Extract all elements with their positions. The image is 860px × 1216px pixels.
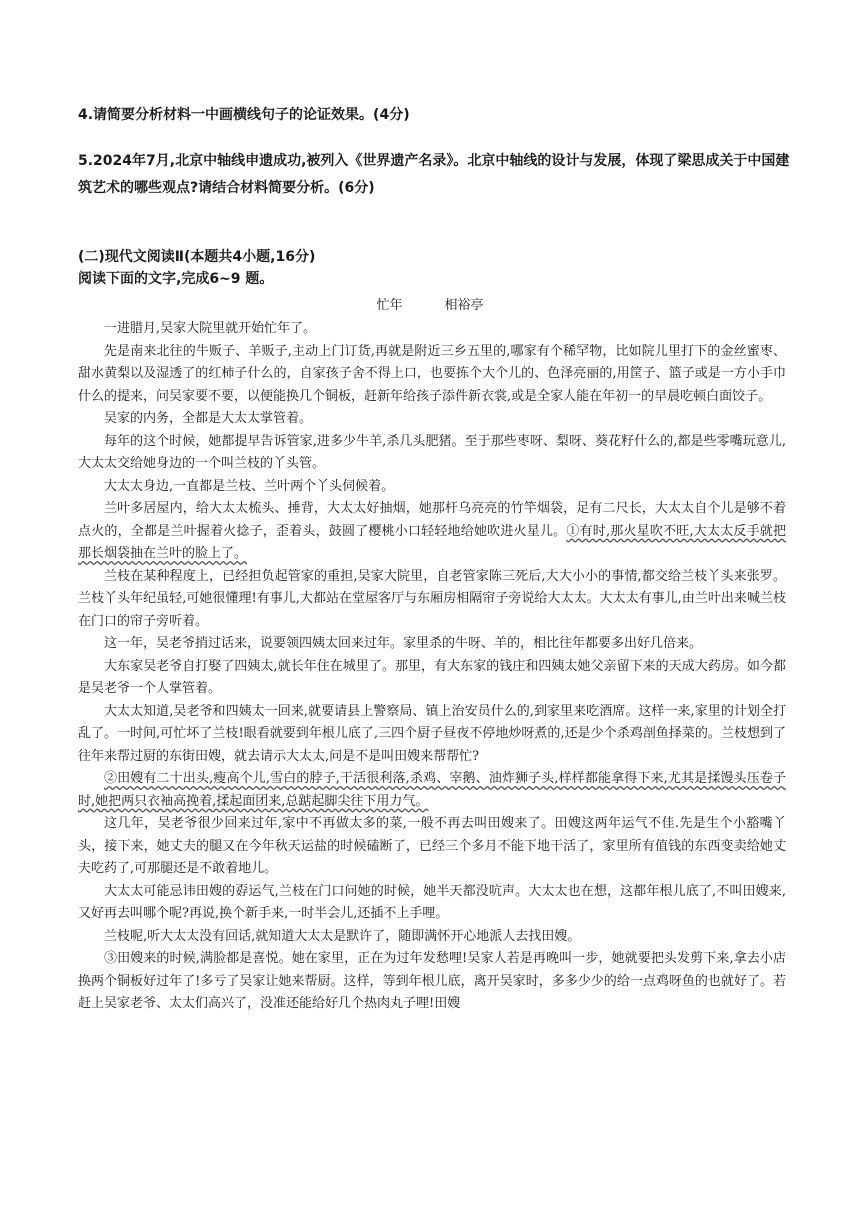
paragraph: [78, 948, 786, 1016]
paragraph: [78, 498, 786, 566]
paragraph: 先是南来北往的牛贩子、羊贩子,主动上门订货,再就是附近三乡五里的,哪家有个稀罕物，比如院儿里打下的金丝蜜枣、甜水黄梨以及湿透了的红柿子什么的，自家孩子舍不得上口，也要拣个大个儿的、色泽亮丽的,用筐子、篮子或是一方小手巾什么的提来，问吴家要不要，以便能换几个铜板，赶新年给孩子添件新衣裳,或是全家人能在年初一的早晨吃顿白面饺子。: [78, 343, 786, 404]
paragraph: 一进腊月,吴家大院里就开始忙年了。: [104, 321, 317, 336]
article-author: 相裕亭: [444, 298, 484, 313]
paragraph: 大太太知道,吴老爷和四姨太一回来,就要请县上警察局、镇上治安员什么的,到家里来吃酒席。这样一来,家里的计划全打乱了。一时间,可忙坏了兰枝!眼看就要到年根儿底了,三四个厨子昼夜不停地炒呀煮的,还是少个杀鸡剖鱼择菜的。兰枝想到了往年来帮过厨的东街田嫂，就去请示大太太,问是不是叫田嫂来帮帮忙?: [78, 703, 786, 764]
underlined-sentence-1: ①有时,那火星吹不旺,大太太反手就把那长烟袋抽在兰叶的脸上了。: [78, 523, 786, 561]
underlined-sentence-2: ②田嫂有二十出头,瘦高个儿,雪白的脖子,干活很利落,杀鸡、宰鹅、油炸狮子头,样样都能拿得下来,尤其是揉馒头压卷子时,她把两只衣袖高挽着,揉起面团来,总踮起脚尖往下用力气。: [78, 771, 786, 809]
section-instruction: 阅读下面的文字,完成6~9 题。: [78, 271, 274, 287]
section-heading: (二)现代文阅读Ⅱ(本题共4小题,16分): [78, 249, 316, 265]
paragraph: 大东家吴老爷自打娶了四姨太,就长年住在城里了。那里，有大东家的钱庄和四姨太她父亲留下来的天成大药房。如今都是吴老爷一个人掌管着。: [78, 658, 786, 696]
paragraph: 每年的这个时候，她都提早告诉管家,进多少牛羊,杀几头肥猪。至于那些枣呀、梨呀、葵花籽什么的,都是些零嘴玩意儿,大太太交给她身边的一个叫兰枝的丫头管。: [78, 433, 786, 471]
article-body: [78, 318, 786, 1016]
paragraph: 大太太身边,一直都是兰枝、兰叶两个丫头伺候着。: [104, 478, 395, 494]
paragraph: 这一年，吴老爷捎过话来，说要领四姨太回来过年。家里杀的牛呀、羊的，相比往年都要多出好几倍来。: [104, 636, 703, 651]
paragraph: 大太太可能忌讳田嫂的孬运气,兰枝在门口问她的时候，她半天都没吭声。大太太也在想，这都年根儿底了,不叫田嫂来,又好再去叫哪个呢?再说,换个新手来,一时半会儿,还插不上手哩。: [78, 883, 786, 921]
paragraph: 吴家的内务，全都是大太太掌管着。: [104, 411, 313, 426]
paragraph-text: 兰叶多居屋内，给大太太梳头、捶背，大太太好抽烟，她那杆乌亮亮的竹竿烟袋，足有二尺长，大太太自个儿是够不着点火的，全都是兰叶握着火捻子，歪着头，鼓圆了樱桃小口轻轻地给她吹进火星儿。: [78, 501, 786, 539]
paragraph: 这几年，吴老爷很少回来过年,家中不再做太多的菜,一般不再去叫田嫂来了。田嫂这两年运气不佳.先是生个小豁嘴丫头，接下来，她丈夫的腿又在今年秋天运盐的时候磕断了，已经三个多月不能下地干活了，家里所有值钱的东西变卖给她丈夫吃药了,可那腿还是不敢着地儿。: [78, 816, 786, 876]
marked-sentence-3: ③田嫂来的时候,满脸都是喜悦。: [104, 951, 292, 966]
paragraph: 兰枝在某种程度上，已经担负起管家的重担,吴家大院里，自老管家陈三死后,大大小小的事情,都交给兰枝丫头来张罗。兰枝丫头年纪虽轻,可她很懂理!有事儿,大都站在堂屋客厅与东厢房相隔帘子旁说给大太太。大太太有事儿,由兰叶出来喊兰枝在门口的帘子旁听着。: [78, 568, 786, 629]
question-5: 5.2024年7月,北京中轴线申遗成功,被列入《世界遗产名录》。北京中轴线的设计与发展，体现了梁思成关于中国建筑艺术的哪些观点?请结合材料简要分析。(6分): [78, 153, 790, 196]
paragraph: [78, 768, 786, 813]
paragraph-text: 她在家里，正在为过年发愁哩!吴家人若是再晚叫一步，她就要把头发剪下来,拿去小店换两个铜板好过年了!多亏了吴家让她来帮厨。这样，等到年根儿底，离开吴家时，多多少少的给一点鸡呀鱼的也就好了。若赶上吴家老爷、太太们高兴了，没准还能给好几个热肉丸子哩!田嫂: [78, 951, 787, 1011]
paragraph: 兰枝呢,听大太太没有回话,就知道大太太是默许了，随即满怀开心地派人去找田嫂。: [104, 928, 581, 944]
article-title-line: [0, 296, 860, 316]
article-title: 忙年: [376, 298, 403, 313]
question-4: 4.请简要分析材料一中画横线句子的论证效果。(4分): [78, 107, 410, 123]
